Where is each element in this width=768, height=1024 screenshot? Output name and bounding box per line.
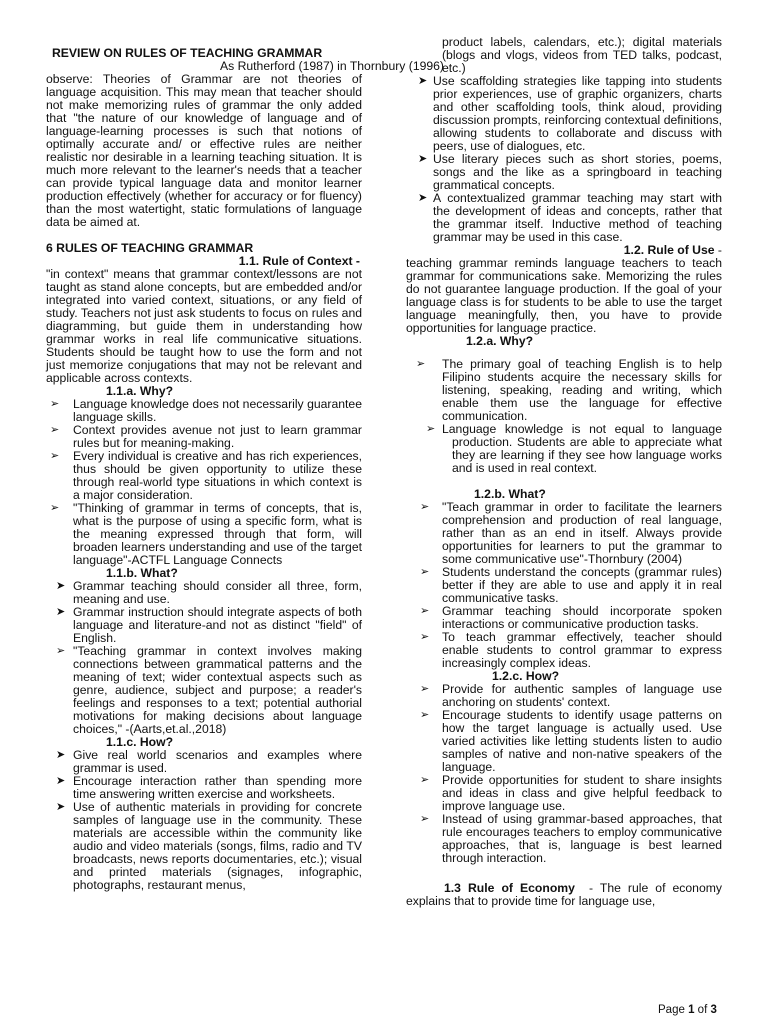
list-item: ➢ Provide for authentic samples of language use anchoring on students' context. xyxy=(420,682,722,709)
rule3-intro: - The rule of economy explains that to provide time for language use, xyxy=(406,881,722,908)
arrowhead-bullet-icon: ➤ xyxy=(56,580,66,592)
rule1-what-heading: 1.1.b. What? xyxy=(106,566,178,580)
list-item: ➢ "Teaching grammar in context involves making connections between grammatical patterns and the meaning of text; wider contextual aspects such as genre, audience, subject and purpose; a reader's feelings and responses to a text; potential authorial motivations for making decisions about language choices," -(Aarts,et.al.,2018) xyxy=(56,644,362,736)
arrowhead-bullet-icon: ➢ xyxy=(420,631,430,643)
list-item: ➤ Use literary pieces such as short stories, poems, songs and the like as a springboard in teaching grammatical concepts. xyxy=(418,152,722,192)
list-item: ➢ Students understand the concepts (grammar rules) better if they are able to use and apply it in real communicative tasks. xyxy=(420,565,722,605)
rule2-how-heading: 1.2.c. How? xyxy=(492,669,560,683)
rule1-continued-list xyxy=(406,75,722,244)
list-item: ➢ Grammar teaching should incorporate spoken interactions or communicative production tasks. xyxy=(420,604,722,631)
list-item: ➢ Every individual is creative and has rich experiences, thus should be given opportunity to utilize these through real-world type situations in which context is a major consideration. xyxy=(50,449,362,502)
rule2-intro: teaching grammar reminds language teachers to teach grammar for communications sake. Memorizing the rules do not guarantee language production. If the goal of your language class is for students to be able to use the target language meaningfully, then, you have to provide opportunities for language practice. xyxy=(406,256,722,335)
rule2-why-heading: 1.2.a. Why? xyxy=(466,334,534,348)
list-item: ➢ Encourage students to identify usage patterns on how the target language is actually used. Use varied activities like letting students listen to audio samples of native and non-native speakers of the language. xyxy=(420,708,722,774)
list-item: ➢ The primary goal of teaching English is to help Filipino students acquire the necessary skills for listening, speaking, reading and writing, which enable them use the language for effective communication. xyxy=(416,357,722,423)
rule1-heading: 1.1. Rule of Context - xyxy=(238,254,360,268)
arrowhead-bullet-icon: ➢ xyxy=(420,605,430,617)
rule3-paragraph xyxy=(406,882,722,908)
arrowhead-bullet-icon: ➢ xyxy=(420,813,430,825)
page-title: REVIEW ON RULES OF TEACHING GRAMMAR xyxy=(52,46,323,60)
list-item: ➤ Give real world scenarios and examples where grammar is used. xyxy=(56,748,362,775)
arrowhead-bullet-icon: ➢ xyxy=(420,566,430,578)
arrowhead-bullet-icon: ➤ xyxy=(56,801,66,813)
rule3-heading: 1.3 Rule of Economy xyxy=(444,881,575,895)
arrowhead-bullet-icon: ➤ xyxy=(56,606,66,618)
arrowhead-bullet-icon: ➢ xyxy=(56,645,66,657)
intro-paragraph: observe: Theories of Grammar are not theories of language acquisition. This may mean that teacher should not make memorizing rules of grammar the only added that "the nature of our knowledge of language and of language-learning processes is such that notions of optimally accurate and/ or effective rules are neither realistic nor desirable in a learning teaching situation. It is much more relevant to the learner's needs that a teacher can provide typical language data and monitor learner production effectively (whether for accuracy or for fluency) than the most watertight, static formulations of language data be aimed at. xyxy=(46,72,362,229)
list-item: ➤ Grammar instruction should integrate aspects of both language and literature-and not as distinct "field" of English. xyxy=(56,605,362,645)
left-column xyxy=(46,0,444,892)
rule2-heading-line: 1.2. Rule of Use - xyxy=(623,243,722,257)
arrowhead-bullet-icon: ➢ xyxy=(50,450,60,462)
rule1-what-list xyxy=(46,580,362,736)
rule2-why-list xyxy=(406,358,722,475)
rule2-heading: 1.2. Rule of Use xyxy=(623,243,715,257)
arrowhead-bullet-icon: ➤ xyxy=(56,775,66,787)
arrowhead-bullet-icon: ➢ xyxy=(50,424,60,436)
list-item: ➢ Language knowledge is not equal to language production. Students are able to appreciate what they are learning if they see how language works and is used in real context. xyxy=(426,422,722,475)
list-item: ➤ Use of authentic materials in providing for concrete samples of language use in the community. These materials are accessible within the community like audio and video materials (songs, films, radio and TV broadcasts, news reports documentaries, etc.); visual and printed materials (signages, infographic, photographs, restaurant menus, xyxy=(56,800,362,892)
arrowhead-bullet-icon: ➢ xyxy=(420,501,430,513)
list-item: ➤ Use scaffolding strategies like tapping into students prior experiences, use of graphic organizers, charts and other scaffolding tools, think aloud, providing discussion prompts, reinforcing contextual definitions, allowing students to collaborate and discuss with peers, use of dialogues, etc. xyxy=(418,74,722,153)
arrowhead-bullet-icon: ➤ xyxy=(418,153,428,165)
list-item: ➢ Language knowledge does not necessarily guarantee language skills. xyxy=(50,397,362,424)
rule1-how-heading: 1.1.c. How? xyxy=(106,735,174,749)
rule1-how-list xyxy=(46,749,362,892)
page-total: 3 xyxy=(710,1004,717,1016)
page-footer: Page 1 of 3 xyxy=(658,1004,717,1016)
arrowhead-bullet-icon: ➢ xyxy=(426,423,436,435)
list-item: ➢ To teach grammar effectively, teacher should enable students to control grammar to express increasingly complex ideas. xyxy=(420,630,722,670)
rule1-intro: "in context" means that grammar context/lessons are not taught as stand alone concepts, but are embedded and/or integrated into varied context, situations, or any field of study. Teachers not just ask students to focus on rules and diagramming, but guide them in understanding how grammar works in real life communicative situations. Students should be taught how to use the form and not just memorize conjugations that may not be relevant and applicable across contexts. xyxy=(46,267,362,385)
arrowhead-bullet-icon: ➤ xyxy=(56,749,66,761)
continued-text: product labels, calendars, etc.); digital materials (blogs and vlogs, videos from TED talks, podcast, etc.) xyxy=(442,35,722,75)
list-item: ➤ Encourage interaction rather than spending more time answering written exercise and worksheets. xyxy=(56,774,362,801)
page-number: 1 xyxy=(688,1004,695,1016)
arrowhead-bullet-icon: ➢ xyxy=(50,398,60,410)
arrowhead-bullet-icon: ➤ xyxy=(418,75,428,87)
arrowhead-bullet-icon: ➤ xyxy=(418,192,428,204)
list-item: ➢ Provide opportunities for student to share insights and ideas in class and give helpful feedback to improve language use. xyxy=(420,773,722,813)
list-item: ➤ Grammar teaching should consider all three, form, meaning and use. xyxy=(56,579,362,606)
rule1-why-list xyxy=(46,398,362,567)
list-item: ➢ Instead of using grammar-based approaches, that rule encourages teachers to employ communicative approaches, that is, language is best learned through interaction. xyxy=(420,812,722,865)
citation: As Rutherford (1987) in Thornbury (1996) xyxy=(219,59,444,73)
list-item: ➢ "Teach grammar in order to facilitate the learners comprehension and production of real language, rather than as an end in itself. Always provide opportunities for learners to put the grammar to some communicative use"-Thornbury (2004) xyxy=(420,500,722,566)
rule2-what-list xyxy=(406,501,722,670)
arrowhead-bullet-icon: ➢ xyxy=(416,358,426,370)
right-column xyxy=(406,0,722,908)
arrowhead-bullet-icon: ➢ xyxy=(50,502,60,514)
rule2-what-heading: 1.2.b. What? xyxy=(474,487,546,501)
arrowhead-bullet-icon: ➢ xyxy=(420,683,430,695)
arrowhead-bullet-icon: ➢ xyxy=(420,774,430,786)
rule1-why-heading: 1.1.a. Why? xyxy=(106,384,174,398)
rule2-how-list xyxy=(406,683,722,865)
list-item: ➤ A contextualized grammar teaching may start with the development of ideas and concepts, rather that the grammar itself. Inductive method of teaching grammar may be used in this case. xyxy=(418,191,722,244)
arrowhead-bullet-icon: ➢ xyxy=(420,709,430,721)
list-item: ➢ Context provides avenue not just to learn grammar rules but for meaning-making. xyxy=(50,423,362,450)
list-item: ➢ "Thinking of grammar in terms of concepts, that is, what is the purpose of using a specific form, what is the meaning expressed through that form, will broaden learners understanding and use of the target language"-ACTFL Language Connects xyxy=(50,501,362,567)
section-heading: 6 RULES OF TEACHING GRAMMAR xyxy=(46,241,254,255)
